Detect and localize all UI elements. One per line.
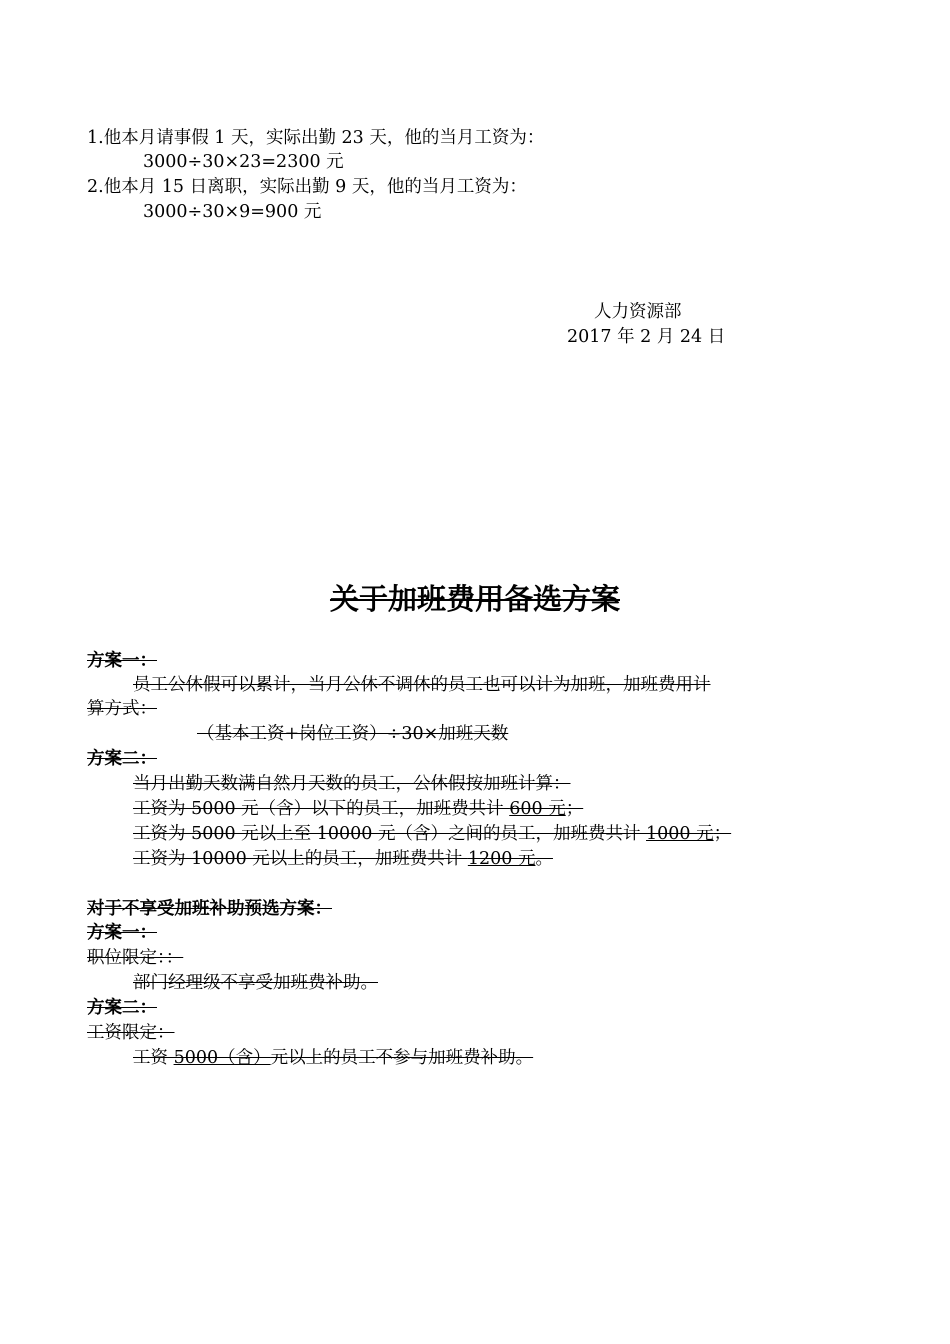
signature-date: 2017 年 2 月 24 日	[567, 327, 726, 347]
exempt-plan-1-label: 职位限定：：	[87, 948, 184, 968]
plan-1-heading: 方案一：	[87, 651, 157, 671]
plan-2-intro: 当月出勤天数满自然月天数的员工，公休假按加班计算：	[133, 774, 571, 794]
item-1-calculation: 3000÷30×23=2300 元	[143, 152, 344, 172]
exempt-heading: 对于不享受加班补助预选方案：	[87, 899, 332, 919]
item-2-calculation: 3000÷30×9=900 元	[143, 202, 322, 222]
plan-2-tier-2: 工资为 5000 元以上至 10000 元（含）之间的员工，加班费共计 1000 元；	[133, 824, 732, 844]
plan-2-heading: 方案二：	[87, 749, 157, 769]
department-signature: 人力资源部	[594, 302, 682, 322]
exempt-plan-1-text: 部门经理级不享受加班费补助。	[133, 973, 378, 993]
plan-1-formula: （基本工资+岗位工资）÷30×加班天数	[197, 724, 509, 744]
exempt-plan-2-label: 工资限定：	[87, 1023, 175, 1043]
plan-2-tier-3: 工资为 10000 元以上的员工，加班费共计 1200 元。	[133, 849, 553, 869]
item-2-text: 2.他本月 15 日离职，实际出勤 9 天，他的当月工资为：	[87, 177, 527, 197]
page-title: 关于加班费用备选方案	[329, 582, 620, 616]
plan-1-line-1: 员工公休假可以累计，当月公休不调休的员工也可以计为加班，加班费用计	[133, 675, 711, 695]
item-1-text: 1.他本月请事假 1 天，实际出勤 23 天，他的当月工资为：	[87, 128, 545, 148]
plan-2-tier-1: 工资为 5000 元（含）以下的员工，加班费共计 600 元；	[133, 799, 584, 819]
exempt-plan-1-heading: 方案一：	[87, 923, 157, 943]
exempt-plan-2-text: 工资 5000（含）元以上的员工不参与加班费补助。	[133, 1048, 534, 1068]
exempt-plan-2-heading: 方案二：	[87, 998, 157, 1018]
plan-1-line-2: 算方式：	[87, 699, 157, 719]
